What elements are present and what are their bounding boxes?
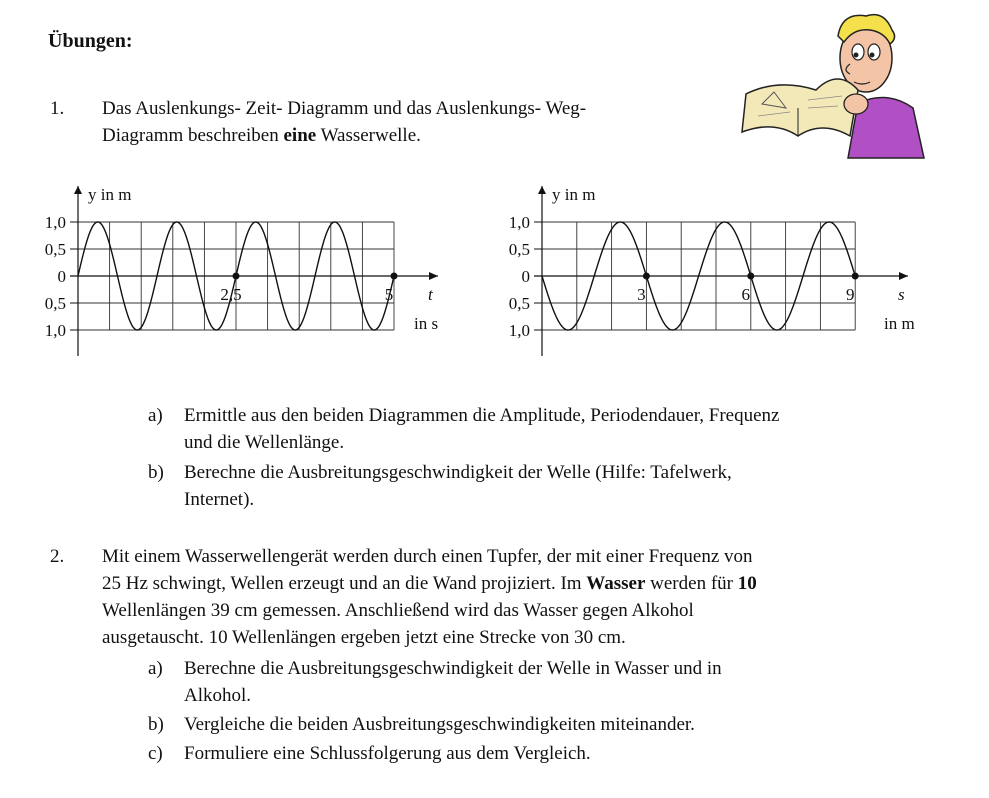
- task-2a-line-1: Berechne die Ausbreitungsgeschwindigkeit der Welle in Wasser und in: [184, 658, 722, 679]
- task-1b-line-1: Berechne die Ausbreitungsgeschwindigkeit der Welle (Hilfe: Tafelwerk,: [184, 462, 732, 483]
- chart-displacement-time: [0, 180, 470, 365]
- x-axis-variable: s: [898, 285, 905, 304]
- x-mark-point: [643, 273, 650, 280]
- student-reading-illustration: [738, 8, 926, 160]
- x-tick-label: 3: [637, 285, 646, 304]
- y-tick-label: 1,0: [508, 213, 530, 232]
- exercise-2-line-1: Mit einem Wasserwellengerät werden durch einen Tupfer, der mit einer Frequenz von: [102, 546, 753, 567]
- exercise-1-emphasis: eine: [283, 125, 317, 146]
- exercise-1-line-2: [102, 122, 421, 149]
- y-tick-label: 0: [521, 267, 530, 286]
- exercise-2-number: 2.: [50, 546, 65, 567]
- task-1a-line-1: Ermittle aus den beiden Diagrammen die Amplitude, Periodendauer, Frequenz: [184, 405, 780, 426]
- x-axis-unit: in m: [884, 314, 915, 333]
- x-mark-point: [852, 273, 859, 280]
- chart-displacement-distance: [470, 180, 950, 365]
- x-axis-arrow: [899, 272, 908, 280]
- y-tick-label: 1,0: [44, 321, 66, 340]
- exercise-1-line-1: Das Auslenkungs- Zeit- Diagramm und das Auslenkungs- Weg-: [102, 98, 587, 119]
- task-2b-label: b): [148, 714, 164, 735]
- y-axis-label: y in m: [552, 185, 596, 204]
- x-tick-label: 6: [741, 285, 751, 304]
- exercise-2-emphasis-ten: 10: [737, 573, 757, 594]
- y-tick-label: 0,5: [44, 240, 66, 259]
- x-mark-point: [391, 273, 398, 280]
- x-mark-point: [747, 273, 754, 280]
- x-tick-label: 2,5: [220, 285, 242, 304]
- task-1a-line-2: und die Wellenlänge.: [184, 432, 345, 453]
- x-axis-unit: in s: [414, 314, 439, 333]
- task-2c-line-1: Formuliere eine Schlussfolgerung aus dem Vergleich.: [184, 743, 591, 764]
- exercise-1-line-2-end: Wasserwelle.: [316, 125, 421, 146]
- y-axis-arrow: [74, 186, 82, 194]
- exercise-1-number: 1.: [50, 98, 65, 119]
- exercise-2-line-2-a: 25 Hz schwingt, Wellen erzeugt und an die Wand projiziert. Im: [102, 573, 587, 594]
- task-2c-label: c): [148, 743, 163, 764]
- y-axis-label: y in m: [88, 185, 132, 204]
- exercise-2-emphasis-water: Wasser: [586, 573, 646, 594]
- page-heading: Übungen:: [48, 30, 133, 52]
- y-tick-label: 0,5: [508, 294, 530, 313]
- exercise-2-line-4: ausgetauscht. 10 Wellenlängen ergeben jetzt eine Strecke von 30 cm.: [102, 627, 626, 648]
- x-tick-label: 9: [845, 285, 855, 304]
- exercise-2-line-2-c: werden für: [645, 573, 738, 594]
- x-axis-arrow: [429, 272, 438, 280]
- x-axis-variable: t: [428, 285, 433, 304]
- y-axis-arrow: [538, 186, 546, 194]
- x-tick-label: 5: [384, 285, 394, 304]
- exercise-2-line-2: [102, 570, 757, 597]
- task-2a-label: a): [148, 658, 163, 679]
- x-mark-point: [233, 273, 240, 280]
- exercise-1-line-2-start: Diagramm beschreiben: [102, 125, 284, 146]
- y-tick-label: 0,5: [508, 240, 530, 259]
- task-1b-line-2: Internet).: [184, 489, 255, 510]
- y-tick-label: 1,0: [44, 213, 66, 232]
- y-tick-label: 0: [57, 267, 66, 286]
- task-1b-label: b): [148, 462, 164, 483]
- exercise-2-line-3: Wellenlängen 39 cm gemessen. Anschließend wird das Wasser gegen Alkohol: [102, 600, 694, 621]
- task-1a-label: a): [148, 405, 163, 426]
- task-2b-line-1: Vergleiche die beiden Ausbreitungsgeschwindigkeiten miteinander.: [184, 714, 695, 735]
- y-tick-label: 0,5: [44, 294, 66, 313]
- task-2a-line-2: Alkohol.: [184, 685, 252, 706]
- y-tick-label: 1,0: [508, 321, 530, 340]
